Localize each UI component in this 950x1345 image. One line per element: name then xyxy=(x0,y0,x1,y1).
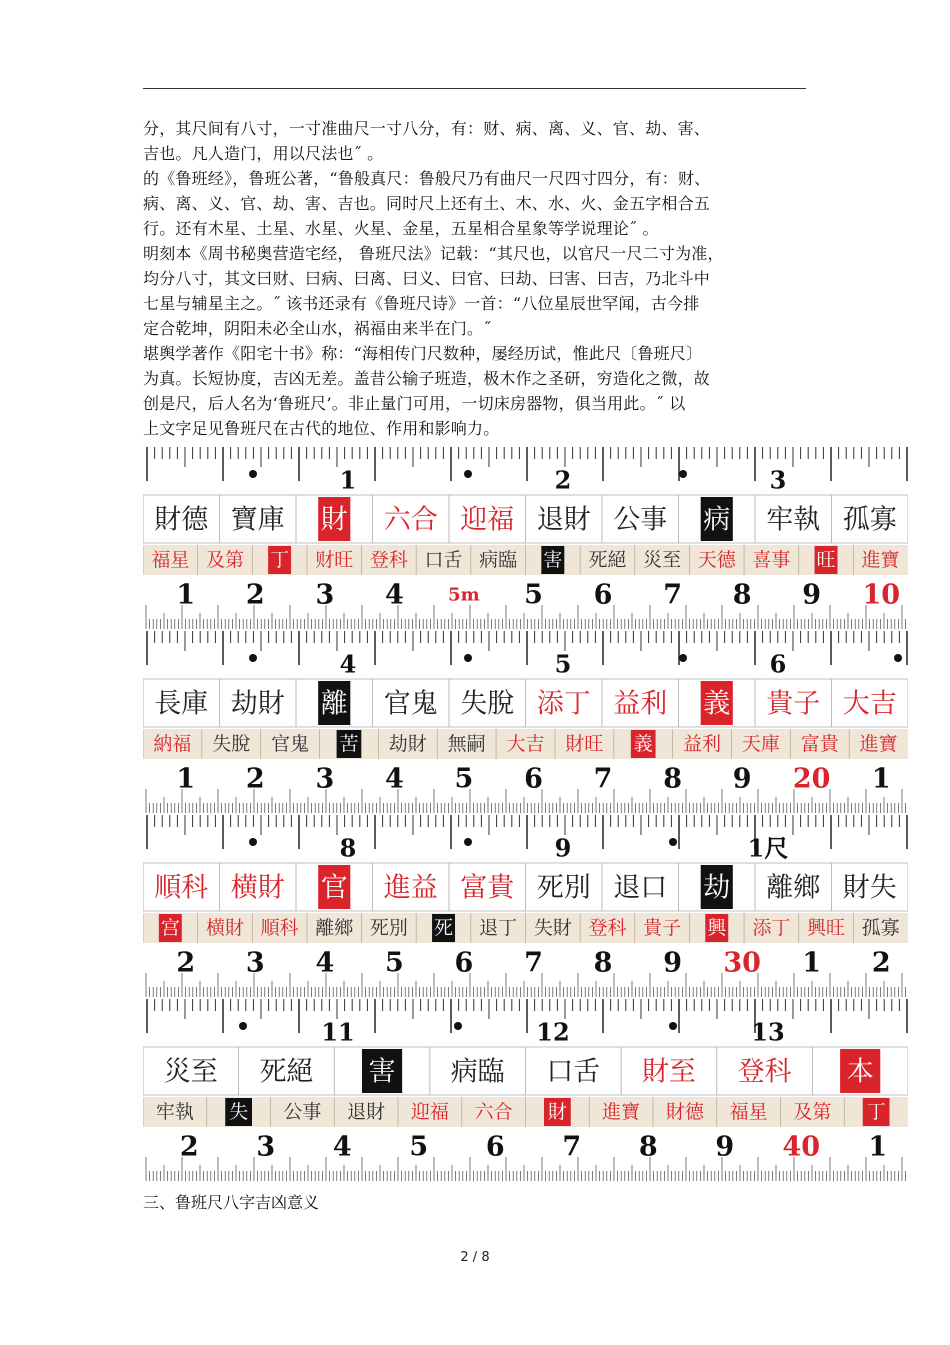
bottom-number: 5m xyxy=(448,584,480,606)
paragraph-line: 明刻本《周书秘奥营造宅经， 鲁班尺法》记载：“其尺也，以官尺一尺二寸为准， xyxy=(143,244,724,263)
sub-cell-text: 横財 xyxy=(205,917,244,939)
header-rule xyxy=(143,88,806,89)
bottom-number: 6 xyxy=(454,947,474,979)
sub-cell-text: 害 xyxy=(543,549,563,571)
sub-cell-text: 大吉 xyxy=(506,733,545,755)
main-cell-text: 益利 xyxy=(613,688,668,720)
sub-cell-text: 財 xyxy=(547,1101,567,1123)
sub-cell-text: 丁 xyxy=(866,1101,886,1123)
sub-cell-text: 順科 xyxy=(260,917,299,939)
sub-cell-text: 公事 xyxy=(283,1101,322,1123)
main-cell-text: 富貴 xyxy=(460,872,515,904)
paragraph-line: 行。还有木星、土星、水星、火星、金星，五星相合星象等学说理论˝ 。 xyxy=(143,219,659,238)
sub-cell-text: 興 xyxy=(707,917,727,939)
main-cell-text: 劫財 xyxy=(230,688,285,720)
sub-cell-text: 離鄉 xyxy=(315,917,354,939)
sub-cell-text: 口舌 xyxy=(424,549,463,571)
main-cell-text: 添丁 xyxy=(536,688,591,720)
sub-cell-text: 失財 xyxy=(533,917,572,939)
sub-cell-text: 财旺 xyxy=(315,549,354,571)
sub-cell-text: 退丁 xyxy=(479,917,518,939)
sub-cell-text: 苦 xyxy=(339,733,359,755)
main-cell-text: 横財 xyxy=(230,872,285,904)
ruler-dot xyxy=(249,838,257,846)
ruler-dot xyxy=(464,838,472,846)
sub-cell-text: 納福 xyxy=(153,733,192,755)
sub-cell-text: 六合 xyxy=(474,1101,513,1123)
bottom-number: 1 xyxy=(176,579,196,611)
main-cell-text: 義 xyxy=(703,688,731,720)
bottom-number: 4 xyxy=(385,579,404,611)
sub-cell-text: 進寶 xyxy=(602,1101,641,1123)
paragraph-line: 上文字足见鲁班尺在古代的地位、作用和影响力。 xyxy=(143,419,500,438)
bottom-number: 7 xyxy=(562,1131,582,1163)
sub-cell-text: 義 xyxy=(633,733,653,755)
bottom-number: 40 xyxy=(782,1131,821,1163)
paragraph-line: 七星与辅星主之。˝ 该书还录有《鲁班尺诗》一首：“八位星辰世罕闻，古今排 xyxy=(143,294,700,313)
sub-cell-text: 添丁 xyxy=(752,917,791,939)
ruler-dot xyxy=(464,654,472,662)
sub-cell-text: 孤寡 xyxy=(861,917,900,939)
bottom-number: 7 xyxy=(524,947,543,979)
bottom-number: 1 xyxy=(868,1131,888,1163)
main-cell-text: 寶庫 xyxy=(230,504,285,536)
sub-cell-text: 貴子 xyxy=(643,917,682,939)
luban-ruler-figure xyxy=(143,445,908,1182)
top-number: 5 xyxy=(554,649,572,679)
main-cell-text: 病 xyxy=(703,504,731,536)
bottom-number: 2 xyxy=(176,947,196,979)
bottom-number: 4 xyxy=(332,1131,352,1163)
luban-ruler-image xyxy=(143,445,908,1182)
bottom-number: 6 xyxy=(485,1131,505,1163)
paragraph-line: 定合乾坤，阴阳未必全山水，祸福由来半在门。˝ xyxy=(143,319,492,338)
sub-cell-text: 財德 xyxy=(665,1101,704,1123)
sub-cell-text: 天庫 xyxy=(741,733,780,755)
paragraph-line: 堪舆学著作《阳宅十书》称：“海相传门尺数种，屡经历试，惟此尺〔鲁班尺〕 xyxy=(143,344,703,363)
main-cell-text: 害 xyxy=(368,1056,396,1088)
bottom-number: 3 xyxy=(315,579,335,611)
paragraph-line: 创是尺，后人名为‘鲁班尺’。非止量门可用，一切床房器物，俱当用此。˝ 以 xyxy=(143,394,686,413)
ruler-dot xyxy=(249,470,257,478)
top-number: 3 xyxy=(769,465,787,495)
paragraph-line: 为真。长短协度，吉凶无差。盖昔公输子班造，极木作之圣研，穷造化之微，故 xyxy=(143,369,711,388)
bottom-number: 3 xyxy=(245,947,265,979)
top-number: 6 xyxy=(769,649,787,679)
sub-cell-text: 死別 xyxy=(369,917,408,939)
paragraph-line: 分，其尺间有八寸，一寸准曲尺一寸八分，有：财、病、离、义、官、劫、害、 xyxy=(143,119,711,138)
paragraph-line: 均分八寸，其文曰财、曰病、曰离、曰义、曰官、曰劫、曰害、曰吉，乃北斗中 xyxy=(143,269,711,288)
main-cell-text: 財失 xyxy=(842,872,897,904)
bottom-number: 30 xyxy=(723,947,761,979)
bottom-number: 7 xyxy=(593,763,613,795)
ruler-dot xyxy=(679,470,687,478)
bottom-number: 1 xyxy=(802,947,822,979)
main-cell-text: 劫 xyxy=(703,872,731,904)
bottom-number: 2 xyxy=(245,579,265,611)
page-number: 2 / 8 xyxy=(460,1250,490,1265)
sub-cell-text: 牢執 xyxy=(155,1101,194,1123)
top-number: 1尺 xyxy=(747,833,789,863)
sub-cell-text: 旺 xyxy=(816,549,836,571)
ruler-dot xyxy=(894,654,902,662)
bottom-number: 2 xyxy=(179,1131,199,1163)
bottom-number: 20 xyxy=(792,763,831,795)
ruler-dot xyxy=(669,838,677,846)
bottom-number: 9 xyxy=(663,947,682,979)
ruler-dot xyxy=(249,654,257,662)
bottom-number: 9 xyxy=(732,763,752,795)
main-cell-text: 登科 xyxy=(737,1056,792,1088)
bottom-number: 6 xyxy=(524,763,543,795)
sub-cell-text: 宫 xyxy=(160,917,180,939)
sub-cell-text: 退財 xyxy=(347,1101,386,1123)
main-cell-text: 孤寡 xyxy=(842,504,897,536)
sub-cell-text: 失脫 xyxy=(212,733,251,755)
sub-cell-text: 福星 xyxy=(151,549,190,571)
section-heading: 三、鲁班尺八字吉凶意义 xyxy=(143,1193,320,1212)
bottom-number: 5 xyxy=(524,579,543,611)
main-cell-text: 貴子 xyxy=(766,688,821,720)
bottom-number: 2 xyxy=(245,763,265,795)
bottom-number: 4 xyxy=(315,947,335,979)
ruler-dot xyxy=(669,1022,677,1030)
bottom-number: 9 xyxy=(802,579,822,611)
sub-cell-text: 進寶 xyxy=(861,549,900,571)
top-number: 9 xyxy=(554,833,572,863)
sub-cell-text: 喜事 xyxy=(752,549,791,571)
sub-cell-text: 登科 xyxy=(588,917,627,939)
main-cell-text: 財至 xyxy=(641,1056,696,1088)
sub-cell-text: 天德 xyxy=(697,549,736,571)
bottom-number: 1 xyxy=(176,763,196,795)
sub-cell-text: 丁 xyxy=(270,549,290,571)
paragraph-line: 病、离、义、官、劫、害、吉也。同时尺上还有土、木、水、火、金五字相合五 xyxy=(143,194,711,213)
bottom-number: 2 xyxy=(871,947,891,979)
main-cell-text: 死別 xyxy=(536,872,591,904)
main-cell-text: 災至 xyxy=(163,1056,218,1088)
top-number: 2 xyxy=(554,465,572,495)
top-number: 12 xyxy=(536,1017,570,1047)
main-cell-text: 失脫 xyxy=(460,688,515,720)
sub-cell-text: 益利 xyxy=(683,733,722,755)
ruler-dot xyxy=(679,654,687,662)
main-cell-text: 公事 xyxy=(613,504,668,536)
main-cell-text: 官 xyxy=(320,872,348,904)
sub-cell-text: 官鬼 xyxy=(271,733,310,755)
main-cell-text: 本 xyxy=(846,1056,874,1088)
top-number: 1 xyxy=(339,465,357,495)
bottom-number: 5 xyxy=(385,947,404,979)
sub-cell-text: 富貴 xyxy=(800,733,839,755)
sub-cell-text: 病臨 xyxy=(479,549,518,571)
top-number: 11 xyxy=(321,1017,355,1047)
main-cell-text: 退財 xyxy=(536,504,591,536)
sub-cell-text: 死 xyxy=(434,917,454,939)
sub-cell-text: 失 xyxy=(229,1101,249,1123)
bottom-number: 1 xyxy=(871,763,891,795)
top-number: 8 xyxy=(339,833,357,863)
sub-cell-text: 財旺 xyxy=(565,733,604,755)
bottom-number: 8 xyxy=(593,947,613,979)
sub-cell-text: 劫財 xyxy=(388,733,427,755)
sub-cell-text: 福星 xyxy=(729,1101,768,1123)
sub-cell-text: 興旺 xyxy=(807,917,846,939)
sub-cell-text: 無嗣 xyxy=(447,733,486,755)
bottom-number: 8 xyxy=(638,1131,658,1163)
body-paragraphs xyxy=(143,116,823,441)
main-cell-text: 死絕 xyxy=(259,1056,314,1088)
main-cell-text: 離鄉 xyxy=(766,872,821,904)
bottom-number: 3 xyxy=(256,1131,276,1163)
main-cell-text: 病臨 xyxy=(450,1056,505,1088)
ruler-dot xyxy=(239,1022,247,1030)
main-cell-text: 牢執 xyxy=(766,504,821,536)
top-number: 13 xyxy=(751,1017,785,1047)
main-cell-text: 長庫 xyxy=(154,688,209,720)
bottom-number: 3 xyxy=(315,763,335,795)
bottom-number: 9 xyxy=(715,1131,735,1163)
ruler-dot xyxy=(454,1022,462,1030)
paragraph-line: 的《鲁班经》，鲁班公著，“鲁般真尺：鲁般尺乃有曲尺一尺四寸四分，有：财、 xyxy=(143,169,711,188)
paragraph-line: 吉也。凡人造门，用以尺法也˝ 。 xyxy=(143,144,384,163)
bottom-number: 8 xyxy=(732,579,752,611)
bottom-number: 5 xyxy=(409,1131,429,1163)
bottom-number: 4 xyxy=(385,763,404,795)
main-cell-text: 退口 xyxy=(613,872,668,904)
main-cell-text: 大吉 xyxy=(842,688,897,720)
main-cell-text: 離 xyxy=(320,688,348,720)
bottom-number: 6 xyxy=(593,579,613,611)
main-cell-text: 順科 xyxy=(154,872,209,904)
main-cell-text: 口舌 xyxy=(546,1056,601,1088)
bottom-number: 7 xyxy=(663,579,682,611)
sub-cell-text: 迎福 xyxy=(410,1101,449,1123)
main-cell-text: 財 xyxy=(320,504,348,536)
sub-cell-text: 登科 xyxy=(369,549,408,571)
ruler-dot xyxy=(464,470,472,478)
main-cell-text: 官鬼 xyxy=(383,688,438,720)
sub-cell-text: 進寶 xyxy=(859,733,898,755)
sub-cell-text: 及第 xyxy=(793,1101,832,1123)
sub-cell-text: 死絕 xyxy=(588,549,627,571)
main-cell-text: 迎福 xyxy=(460,504,515,536)
sub-cell-text: 災至 xyxy=(643,549,682,571)
main-cell-text: 財德 xyxy=(154,504,209,536)
sub-cell-text: 及第 xyxy=(205,549,244,571)
bottom-number: 10 xyxy=(862,579,901,611)
bottom-number: 5 xyxy=(454,763,474,795)
top-number: 4 xyxy=(339,649,357,679)
main-cell-text: 六合 xyxy=(383,504,438,536)
main-cell-text: 進益 xyxy=(383,872,438,904)
bottom-number: 8 xyxy=(663,763,682,795)
